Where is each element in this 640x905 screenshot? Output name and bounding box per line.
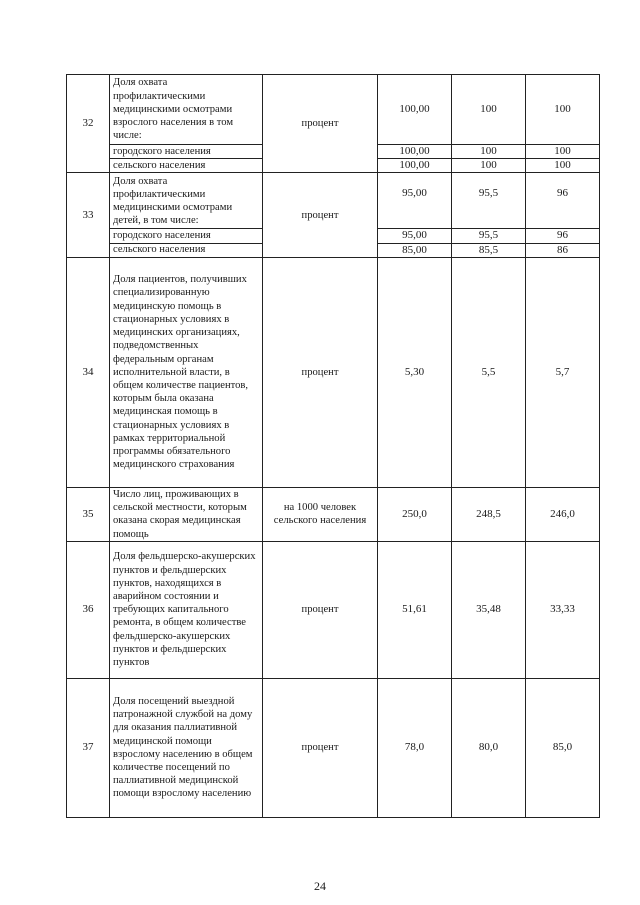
table-row-35: [67, 487, 600, 541]
indicator-subname: сельского населения: [110, 243, 263, 257]
value-year-1: 95,00: [378, 229, 452, 243]
value-year-2: 248,5: [452, 487, 526, 541]
row-number: 33: [67, 173, 110, 257]
value-year-1: 100,00: [378, 145, 452, 159]
value-year-2: 100: [452, 145, 526, 159]
indicator-name: Доля пациентов, получивших специализированную медицинскую помощь в стационарных условиях в медицинских организациях, подведомственных федеральным органам исполнительной власти, в общем количестве пациентов, которым была оказана медицинская помощь в стационарных условиях в рамках территориальной программы обязательного медицинского страхования: [110, 257, 263, 487]
value-year-3: 33,33: [526, 541, 600, 678]
value-year-2: 100: [452, 159, 526, 173]
value-year-3: 96: [526, 173, 600, 229]
indicator-name: Доля охвата профилактическими медицинскими осмотрами взрослого населения в том числе:: [110, 75, 263, 145]
table-row-32: [67, 75, 600, 145]
row-number: 35: [67, 487, 110, 541]
row-number: 34: [67, 257, 110, 487]
value-year-2: 35,48: [452, 541, 526, 678]
value-year-2: 95,5: [452, 229, 526, 243]
value-year-1: 100,00: [378, 159, 452, 173]
row-number: 36: [67, 541, 110, 678]
value-year-1: 100,00: [378, 75, 452, 145]
value-year-1: 5,30: [378, 257, 452, 487]
value-year-3: 100: [526, 145, 600, 159]
unit-of-measure: процент: [263, 541, 378, 678]
value-year-2: 100: [452, 75, 526, 145]
value-year-2: 5,5: [452, 257, 526, 487]
value-year-2: 80,0: [452, 678, 526, 817]
indicator-subname: городского населения: [110, 145, 263, 159]
table-row-37: [67, 678, 600, 817]
indicator-subname: городского населения: [110, 229, 263, 243]
row-number: 32: [67, 75, 110, 173]
indicator-subname: сельского населения: [110, 159, 263, 173]
value-year-1: 95,00: [378, 173, 452, 229]
value-year-1: 250,0: [378, 487, 452, 541]
value-year-3: 100: [526, 159, 600, 173]
unit-of-measure: на 1000 человек сельского населения: [263, 487, 378, 541]
value-year-1: 85,00: [378, 243, 452, 257]
row-number: 37: [67, 678, 110, 817]
value-year-3: 85,0: [526, 678, 600, 817]
value-year-1: 78,0: [378, 678, 452, 817]
value-year-3: 246,0: [526, 487, 600, 541]
indicator-name: Доля фельдшерско-акушерских пунктов и фельдшерских пунктов, находящихся в аварийном состоянии и требующих капитального ремонта, в общем количестве фельдшерско-акушерских пунктов и фельдшерских пунктов: [110, 541, 263, 678]
table-row-33: [67, 173, 600, 229]
unit-of-measure: процент: [263, 75, 378, 173]
page-number: 24: [314, 879, 326, 893]
value-year-1: 51,61: [378, 541, 452, 678]
unit-of-measure: процент: [263, 678, 378, 817]
unit-of-measure: процент: [263, 173, 378, 257]
unit-of-measure: процент: [263, 257, 378, 487]
value-year-2: 95,5: [452, 173, 526, 229]
indicator-name: Доля посещений выездной патронажной службой на дому для оказания паллиативной медицинской помощи взрослому населению в общем количестве посещений по паллиативной медицинской помощи взрослому населению: [110, 678, 263, 817]
indicators-table: [66, 74, 600, 818]
indicator-name: Число лиц, проживающих в сельской местности, которым оказана скорая медицинская помощь: [110, 487, 263, 541]
table-row-36: [67, 541, 600, 678]
table-row-34: [67, 257, 600, 487]
indicator-name: Доля охвата профилактическими медицинскими осмотрами детей, в том числе:: [110, 173, 263, 229]
value-year-2: 85,5: [452, 243, 526, 257]
value-year-3: 86: [526, 243, 600, 257]
value-year-3: 96: [526, 229, 600, 243]
value-year-3: 100: [526, 75, 600, 145]
value-year-3: 5,7: [526, 257, 600, 487]
